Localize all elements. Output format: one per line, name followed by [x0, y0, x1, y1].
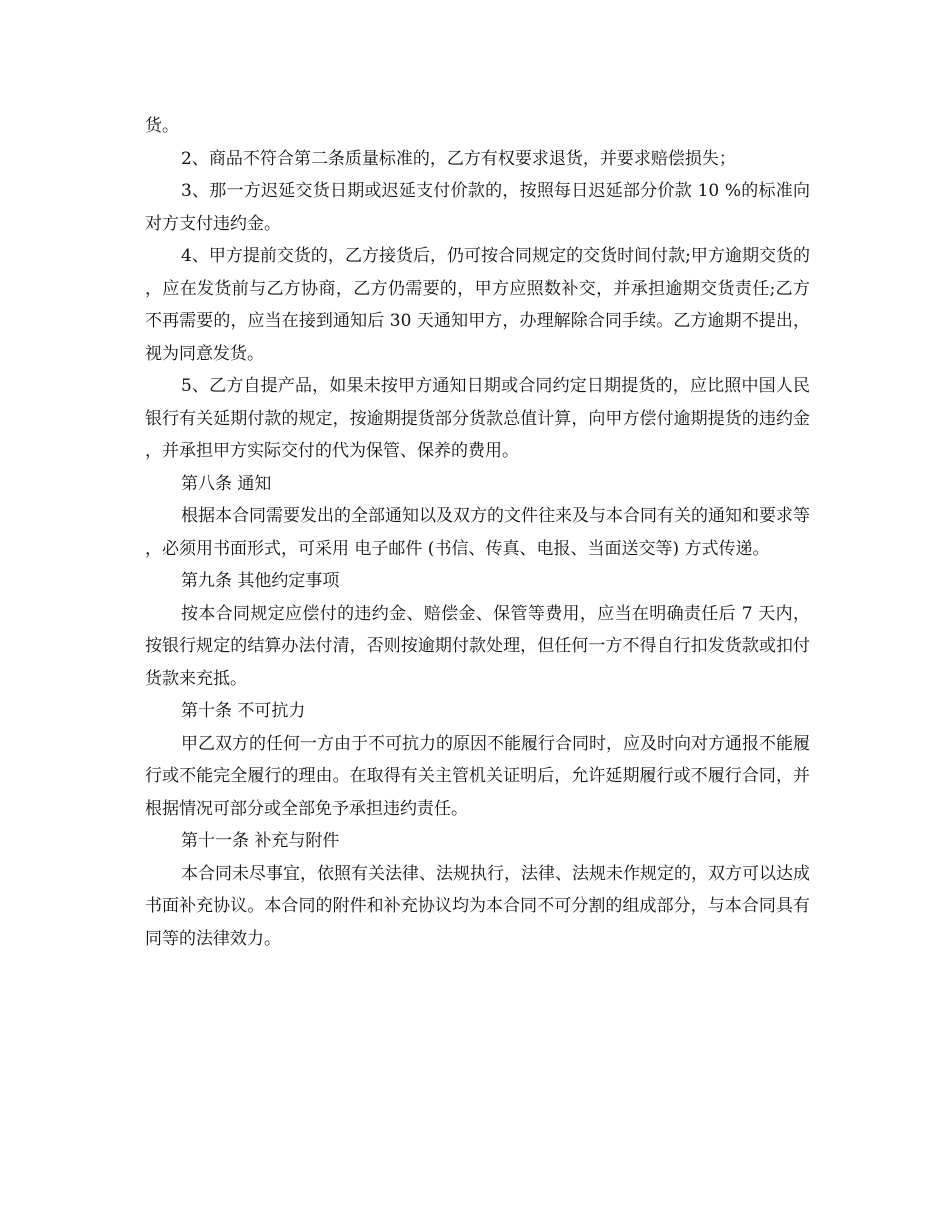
section-heading-article-11: 第十一条 补充与附件: [181, 831, 340, 851]
paragraph-continuation: 货。: [145, 116, 179, 136]
section-heading-article-8: 第八条 通知: [181, 473, 272, 494]
paragraph-article-8: 根据本合同需要发出的全部通知以及双方的文件往来及与本合同有关的通知和要求等，必须用书面形式，可采用 电子邮件 (书信、传真、电报、当面送交等) 方式传递。: [145, 506, 810, 559]
section-heading-article-10: 第十条 不可抗力: [181, 701, 306, 721]
paragraph-clause-3: 3、那一方迟延交货日期或迟延支付价款的，按照每日迟延部分价款 10 %的标准向对方支付违约金。: [145, 181, 810, 234]
paragraph-article-9: 按本合同规定应偿付的违约金、赔偿金、保管等费用，应当在明确责任后 7 天内，按银行规定的结算办法付清，否则按逾期付款处理，但任何一方不得自行扣发货款或扣付货款来充抵。: [145, 603, 810, 689]
document-body: [145, 110, 810, 955]
paragraph-article-10: 甲乙双方的任何一方由于不可抗力的原因不能履行合同时，应及时向对方通报不能履行或不能完全履行的理由。在取得有关主管机关证明后，允许延期履行或不履行合同，并根据情况可部分或全部免予承担违约责任。: [145, 733, 810, 819]
paragraph-clause-2: 2、商品不符合第二条质量标准的，乙方有权要求退货，并要求赔偿损失；: [181, 148, 736, 169]
section-heading-article-9: 第九条 其他约定事项: [181, 571, 340, 591]
paragraph-article-11: 本合同未尽事宜，依照有关法律、法规执行，法律、法规未作规定的，双方可以达成书面补充协议。本合同的附件和补充协议均为本合同不可分割的组成部分，与本合同具有同等的法律效力。: [145, 863, 810, 949]
paragraph-clause-4: 4、甲方提前交货的，乙方接货后，仍可按合同规定的交货时间付款;甲方逾期交货的，应在发货前与乙方协商，乙方仍需要的，甲方应照数补交，并承担逾期交货责任;乙方不再需要的，应当在接到通知后 30 天通知甲方，办理解除合同手续。乙方逾期不提出，视为同意发货。: [145, 246, 810, 364]
paragraph-clause-5: 5、乙方自提产品，如果未按甲方通知日期或合同约定日期提货的，应比照中国人民银行有关延期付款的规定，按逾期提货部分货款总值计算，向甲方偿付逾期提货的违约金，并承担甲方实际交付的代为保管、保养的费用。: [145, 376, 810, 461]
